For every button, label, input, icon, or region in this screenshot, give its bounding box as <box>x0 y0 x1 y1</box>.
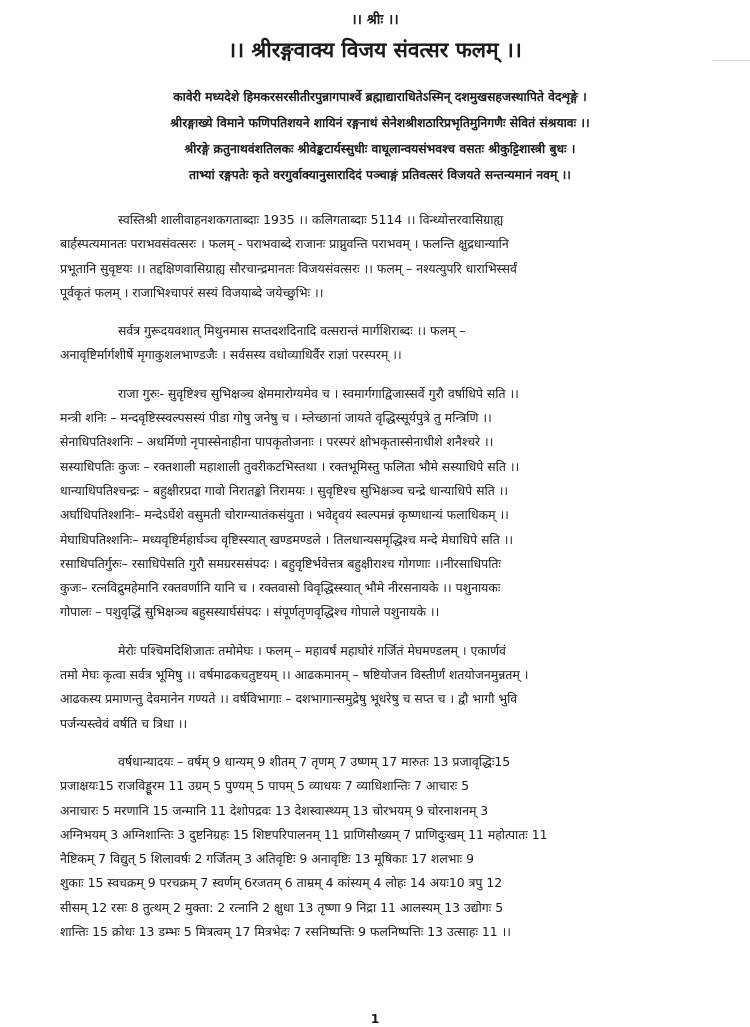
page-number: 1 <box>370 1012 380 1026</box>
text-line: कुजः– रत्नविद्रुमहेमानि रक्तवर्णानि यानि च । रक्तवासो विवृद्धिस्स्यात् भौमे नीरसनायके ।। पशुनायकः <box>60 580 501 596</box>
text-line: सीसम् 12 रसः 8 तुत्थम् 2 मुक्ता: 2 रत्नानि 2 क्षुधा 13 तृष्णा 9 निद्रा 11 आलस्यम् 13 उद्योगः 5 <box>60 899 504 915</box>
text-line: शान्तिः 15 क्रोधः 13 डम्भः 5 मित्रत्वम् 17 मित्रभेदः 7 रसनिष्पत्तिः 9 फलनिष्पत्तिः 13 उत्साहः 11 ।। <box>60 924 511 940</box>
text-line: मेघाधिपतिश्शनिः– मध्यवृष्टिर्महार्घञ्च वृष्टिस्स्यात् खण्डमण्डले । तिलधान्यसमृद्धिश्च मन्दे मेघाधिपे सति ।। <box>60 531 514 547</box>
text-line: पूर्वकृतं फलम् । राजाभिश्चापरं सस्यं विजयाब्दे जयेच्छुभिः ।। <box>60 284 324 300</box>
paragraph-clouds <box>60 639 728 736</box>
text-line: मन्त्री शनिः – मन्दवृष्टिस्स्वल्पसस्यं पीडा गोषु जनेषु च । म्लेच्छानां जायते वृद्धिस्सूर्यपुत्रे तु मन्त्रिणि ।। <box>60 410 492 426</box>
paragraph-era-and-year <box>60 208 728 305</box>
edge-scan-artifact <box>712 60 750 95</box>
text-line: वर्षधान्यादयः – वर्षम् 9 धान्यम् 9 शीतम् 7 तृणम् 7 उष्णम् 17 मारुतः 13 प्रजावृद्धिः15 <box>118 753 511 769</box>
document-title: ।। श्रीरङ्गवाक्य विजय संवत्सर फलम् ।। <box>228 38 522 62</box>
text-line: बार्हस्पत्यमानतः पराभवसंवत्सरः । फलम् - पराभवाब्दे राजानः प्राप्नुवन्ति पराभवम् । फलन्ति क्षुद्रधान्यानि <box>60 236 509 252</box>
text-line: प्रजाक्षयः15 राजविड्डूरम 11 उग्रम् 5 पुण्यम् 5 पापम् 5 व्याधयः 7 व्याधिशान्तिः 7 आचारः 5 <box>60 778 470 794</box>
intro-line: श्रीरङ्गाख्ये विमाने फणिपतिशयने शायिनं रङ्गनाथं सेनेशश्रीशठारिप्रभृतिमुनिगणैः सेवितं संश्रयावः ।। <box>170 116 590 130</box>
paragraph-planetary-rulers <box>60 382 728 625</box>
text-line: अर्घाधिपतिश्शनिः– मन्देऽर्घेशे वसुमती चोराग्न्यातंकसंयुता । भवेद्द्वयं स्वल्पमन्नं कृष्णधान्यं फलाधिकम् ।। <box>60 507 509 523</box>
text-line: शुकाः 15 स्वचक्रम् 9 परचक्रम् 7 स्वर्णम् 6रजतम् 6 ताम्रम् 4 कांस्यम् 4 लोहः 14 अयः10 त्रपु 12 <box>60 875 503 891</box>
paragraph-jupiter-year <box>60 319 728 368</box>
paragraph-year-measures <box>60 750 728 944</box>
intro-verses <box>60 84 700 188</box>
invocation-heading: ।। श्रीः ।। <box>351 12 399 28</box>
text-line: प्रभूतानि सुवृष्टयः ।। तद्दक्षिणवासिग्राह्य सौरचान्द्रमानतः विजयसंवत्सरः ।। फलम् – नश्यत्युपरि धाराभिस्सर्वं <box>60 260 517 276</box>
text-line: तमो मेघः कृत्वा सर्वत्र भूमिषु ।। वर्षमाढकचतुष्टयम् ।। आढकमानम् – षष्टियोजन विस्तीर्णं शतयोजनमुन्नतम् । <box>60 667 529 683</box>
document-body <box>60 208 728 958</box>
text-line: रसाधिपतिर्गुरुः– रसाधिपेसति गुरौ समग्ररससंपदः । बहुवृष्टिर्भवेत्तत्र बहुक्षीराश्च गोगणाः ।।नीरसाधिपतिः <box>60 555 501 571</box>
intro-line: श्रीरङ्गे क्रतुनाथवंशतिलकः श्रीवेङ्कटार्यस्सुधीः वाधूलान्वयसंभवश्च वसतः श्रीकुट्टिशास्त्री बुधः । <box>184 142 576 156</box>
text-line: पर्जन्यस्त्वेवं वर्षति च त्रिधा ।। <box>60 715 188 731</box>
text-line: स्वस्तिश्री शालीवाहनशकगताब्दाः 1935 ।। कलिगताब्दाः 5114 ।। विन्ध्योत्तरवासिग्राह्य <box>118 212 504 227</box>
intro-line: ताभ्यां रङ्गपतेः कृते वरगुर्वाक्यानुसारादिदं पञ्चाङ्गं प्रतिवत्सरं विजयते सन्तन्यमानं नवम् ।। <box>189 168 571 182</box>
text-line: राजा गुरुः- सुवृष्टिश्च सुभिक्षञ्च क्षेममारोग्यमेव च । स्वमार्गगाद्विजास्सर्वे गुरौ वर्षाधिपे सति ।। <box>118 385 519 401</box>
edge-scan-artifact-lower <box>718 94 750 114</box>
text-line: सर्वत्र गुरूदयवशात् मिथुनमास सप्तदशदिनादि वत्सरान्तं मार्गशिराब्दः ।। फलम् – <box>118 323 466 339</box>
text-line: आढकस्य प्रमाणन्तु देवमानेन गण्यते ।। वर्षविभागाः – दशभागान्समुद्रेषु भूधरेषु च सप्त च । द्वौ भागौ भुवि <box>60 691 518 707</box>
text-line: नैष्टिकम् 7 विद्युत् 5 शिलावर्षः 2 गर्जितम् 3 अतिवृष्टिः 9 अनावृष्टिः 13 मूषिकाः 17 शलभाः 9 <box>60 851 475 867</box>
text-line: अनाचारः 5 मरणानि 15 जन्मानि 11 देशोपद्रवः 13 देशस्वास्थ्यम् 13 चोरभयम् 9 चोरनाशनम् 3 <box>60 802 489 818</box>
text-line: सस्याधिपतिः कुजः – रक्तशाली महाशाली तुवरीकटभिस्तथा । रक्तभूमिस्तु फलिता भौमे सस्याधिपे सति ।। <box>60 458 520 474</box>
text-line: अग्निभयम् 3 अग्निशान्तिः 3 दुष्टनिग्रहः 15 शिष्टपरिपालनम् 11 प्राणिसौख्यम् 7 प्राणिदुःखम् 11 महोत्पातः 11 <box>60 826 548 842</box>
text-line: मेरोः पश्चिमदिशिजातः तमोमेघः । फलम् – महावर्षं महाघोरं गर्जितं मेघमण्डलम् । एकार्णवं <box>118 642 506 658</box>
intro-line: कावेरी मध्यदेशे हिमकरसरसीतीरपुन्नागपार्श्वे ब्रह्माद्याराधितेऽस्मिन् दशमुखसहजस्थापिते वेदशृङ्गे । <box>173 90 587 104</box>
text-line: अनावृष्टिर्मार्गशीर्षे मृगाकुशलभाण्डजैः । सर्वसस्य वधोव्याधिर्वैर राज्ञां परस्परम् ।। <box>60 347 402 363</box>
text-line: सेनाधिपतिश्शनिः – अधर्मिणो नृपास्सेनाहीना पापकृतोजनाः । परस्परं क्षोभकृतास्सेनाधीशे शनैश्चरे ।। <box>60 434 494 450</box>
text-line: गोपालः – पशुवृद्धिं सुभिक्षञ्च बहुसस्यार्घसंपदः । संपूर्णतृणवृद्धिश्च गोपाले पशुनायके ।। <box>60 604 440 620</box>
text-line: धान्याधिपतिश्चन्द्रः – बहुक्षीरप्रदा गावो निरातङ्को निरामयः । सुवृष्टिश्च सुभिक्षञ्च चन्द्रे धान्याधिपे सति ।। <box>60 482 509 498</box>
